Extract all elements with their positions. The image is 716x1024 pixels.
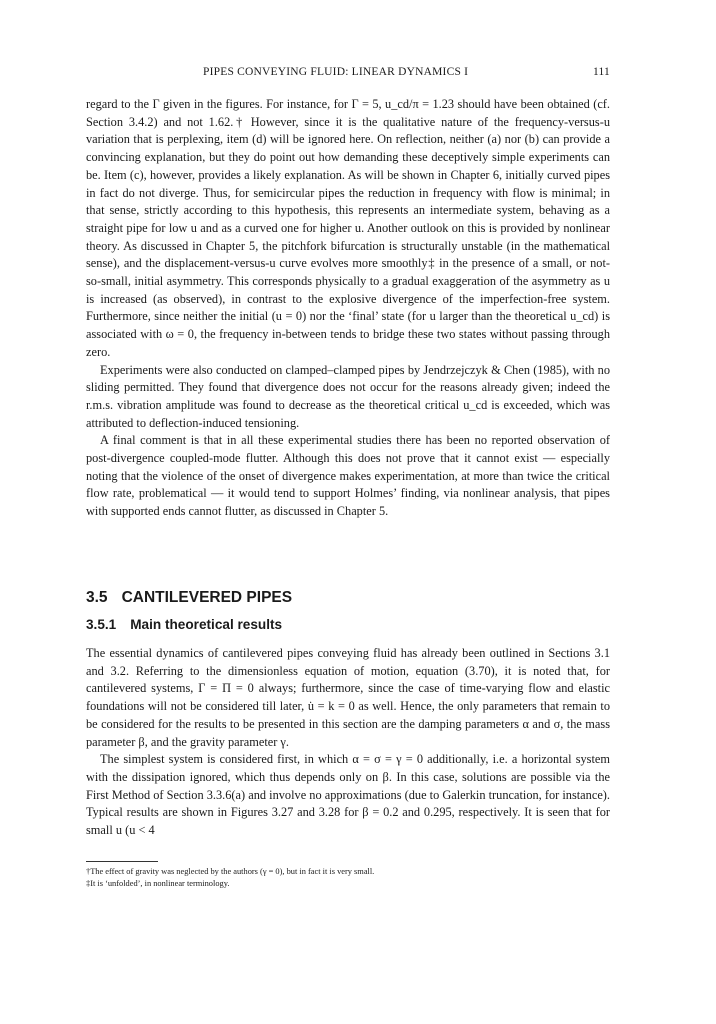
footnotes [86,866,610,891]
subsection-heading [86,617,282,632]
subsection-number: 3.5.1 [86,617,117,632]
section-title: CANTILEVERED PIPES [121,589,293,606]
paragraph: The essential dynamics of cantilevered pipes conveying fluid has already been outlined in Sections 3.1 and 3.2. Referring to the dimensionless equation of motion, equation (3.70), it is noted that, for cantilevered systems, Γ = Π = 0 always; furthermore, since the case of time-varying flow and elastic foundations will not be considered till later, u̇ = k = 0 as well. Hence, the only parameters that remain to be considered for the results to be presented in this section are the damping parameters α and σ, the mass parameter β, and the gravity parameter γ. [86,646,610,749]
footnote-rule [86,861,158,862]
page-number: 111 [593,66,610,78]
footnote: †The effect of gravity was neglected by the authors (γ = 0), but in fact it is very small. [86,867,375,876]
paragraph: The simplest system is considered first, in which α = σ = γ = 0 additionally, i.e. a horizontal system with the dissipation ignored, which thus depends only on β. In this case, solutions are possible via the First Method of Section 3.3.6(a) and involve no approximations (due to Galerkin truncation, for instance). Typical results are shown in Figures 3.27 and 3.28 for β = 0.2 and 0.295, respectively. It is seen that for small u (u < 4 [86,752,610,838]
body-text-bottom [86,645,610,840]
paragraph: regard to the Γ given in the figures. For instance, for Γ = 5, u_cd/π = 1.23 should have been obtained (cf. Section 3.4.2) and not 1.62.† However, since it is the qualitative nature of the frequency-versus-u variation that is perplexing, item (d) will be ignored here. On reflection, neither (a) nor (b) can provide a convincing explanation, but they do point out how demanding these deceptively simple experiments can be. Item (c), however, provides a likely explanation. As will be shown in Chapter 6, initially curved pipes in fact do not diverge. Thus, for semicircular pipes the reduction in frequency with flow is minimal; in that sense, strictly according to this hypothesis, this represents an intermediate system, behaving as a straight pipe for low u and as a curved one for higher u. Another outlook on this is provided by nonlinear theory. As discussed in Chapter 5, the pitchfork bifurcation is structurally unstable (in the mathematical sense), and the displacement-versus-u curve evolves more smoothly‡ in the presence of a small, or not-so-small, initial asymmetry. This corresponds physically to a gradual exaggeration of the asymmetry as u is increased (as observed), in contrast to the explosive divergence of the imperfection-free system. Furthermore, since neither the initial (u = 0) nor the ‘final’ state (for u larger than the theoretical u_cd) is associated with ω = 0, the frequency in-between tends to bridge these two states without passing through zero. [86,97,610,359]
body-text-top [86,96,610,521]
footnote: ‡It is ‘unfolded’, in nonlinear terminology. [86,879,230,889]
paragraph: Experiments were also conducted on clamped–clamped pipes by Jendrzejczyk & Chen (1985), with no sliding permitted. They found that divergence does not occur for the reasons already given; indeed the r.m.s. vibration amplitude was found to decrease as the theoretical critical u_cd is exceeded, which was attributed to deflection-induced tensioning. [86,362,610,430]
paragraph: A final comment is that in all these experimental studies there has been no reported observation of post-divergence coupled-mode flutter. Although this does not prove that it cannot exist — especially noting that the violence of the onset of divergence makes experimentation, at more than twice the critical flow rate, problematical — it would tend to support Holmes’ finding, via nonlinear analysis, that pipes with supported ends cannot flutter, as discussed in Chapter 5. [86,433,610,519]
section-heading [86,589,292,607]
section-number: 3.5 [86,589,108,606]
running-head-title: PIPES CONVEYING FLUID: LINEAR DYNAMICS I [203,66,469,78]
subsection-title: Main theoretical results [130,617,283,632]
